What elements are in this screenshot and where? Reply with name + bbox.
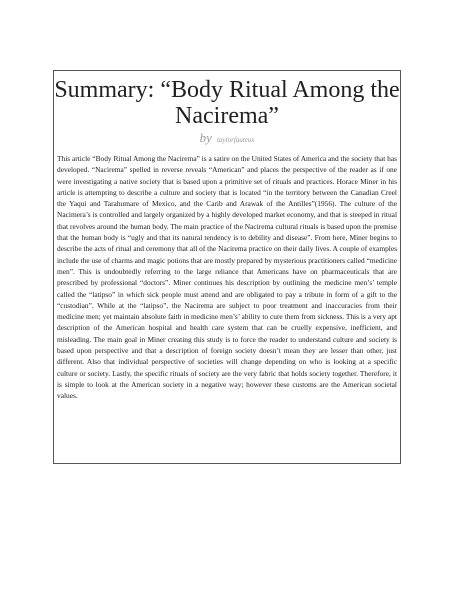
document-body-text: This article “Body Ritual Among the Nacirema” is a satire on the United States of America and the society that has developed. “Nacirema” spelled in reverse reveals “American” and places the perspective of the reader as if one were investigating a native society that is based upon a primitive set of rituals and practices. Horace Miner in his article is attempting to describe a culture and society that is located “in the territory between the Canadian Creel the Yaqui and Tarahumare of Mexico, and the Carib and Arawak of the Antilles”(1956). The culture of the Nacimera’s is controlled and largely organized by a highly developed market economy, and that is steeped in ritual that revolves around the human body. The main practice of the Nacirema cultural rituals is based upon the premise that the human body is “ugly and that its natural tendency is to debility and disease”. From here, Miner begins to describe the acts of ritual and ceremony that all of the Nacirema practice on their daily lives. A couple of examples include the use of charms and magic potions that are mostly prepared by mysterious practitioners called “medicine men”. This is undoubtedly referring to the large reliance that Americans have on pharmaceuticals that are prescribed by professional “doctors”. Miner continues his description by outlining the medicine men’s’ temple called the “latipso” in which sick people must attend and are obligated to pay a tribute in form of a gift to the “custodian”. While at the “latipso”, the Nacirema are subject to poor treatment and inaccuracies from their medicine men; yet maintain absolute faith in medicine men’s’ ability to cure them from sickness. This is a very apt description of the American hospital and health care system that can be cruelly expensive, inefficient, and misleading. The main goal in Miner creating this study is to force the reader to understand culture and society is based upon perspective and that a description of foreign society doesn’t mean they are lesser than other, just different. Also that individual perspective of societies will change depending on who is looking at a specific culture or society. Lastly, the specific rituals of society are the very fabric that holds society together. Therefore, it is simple to look at the American society in a negative way; however these customs are the American societal values.	[57, 154, 397, 401]
byline-prefix: by	[199, 130, 212, 145]
document-title: Summary: “Body Ritual Among the Nacirema”	[54, 77, 400, 129]
author-name: taylorfauteux	[217, 136, 255, 144]
byline	[54, 131, 400, 147]
document-page	[53, 70, 401, 464]
